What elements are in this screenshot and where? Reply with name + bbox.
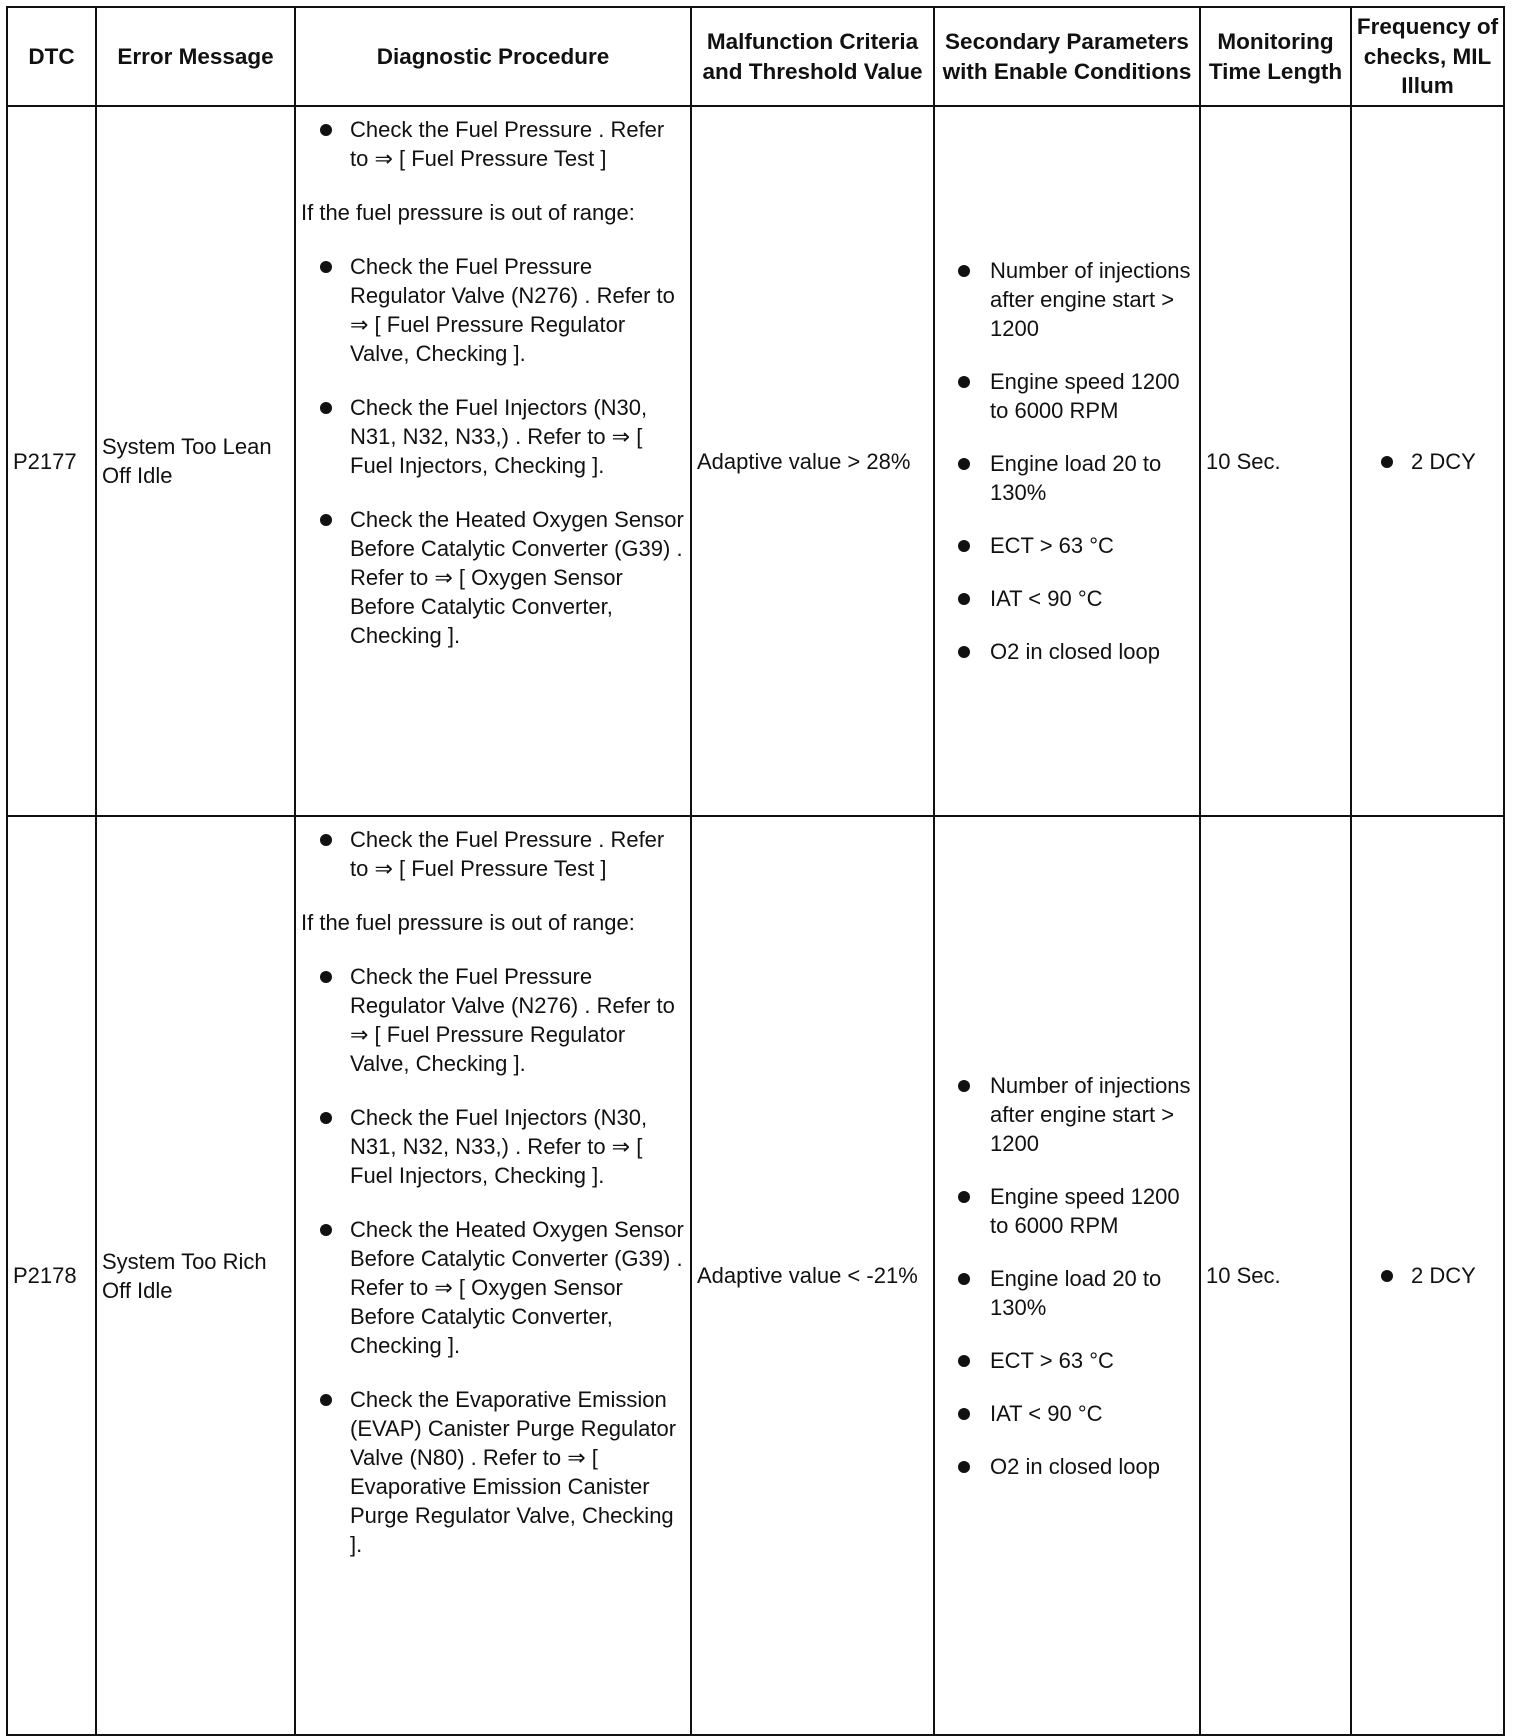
procedure-step bbox=[301, 1385, 684, 1559]
header-error-message: Error Message bbox=[96, 7, 295, 106]
frequency-text: 2 DCY bbox=[1411, 1263, 1476, 1288]
header-secondary-parameters: Secondary Parameters with Enable Conditions bbox=[934, 7, 1200, 106]
header-malfunction-criteria: Malfunction Criteria and Threshold Value bbox=[691, 7, 934, 106]
parameter-text: O2 in closed loop bbox=[990, 1453, 1160, 1479]
bullet-icon bbox=[958, 1191, 970, 1203]
procedure-step bbox=[301, 1215, 684, 1360]
error-message: System Too Lean Off Idle bbox=[96, 106, 295, 816]
monitoring-time: 10 Sec. bbox=[1200, 106, 1351, 816]
dtc-table bbox=[6, 6, 1505, 1736]
parameter-text: IAT < 90 °C bbox=[990, 586, 1103, 611]
bullet-icon bbox=[958, 1408, 970, 1420]
bullet-icon bbox=[320, 402, 332, 414]
procedure-step bbox=[301, 962, 684, 1078]
procedure-step-text: Check the Fuel Injectors (N30, N31, N32, N33,) . Refer to ⇒ [ Fuel Injectors, Checking ]. bbox=[350, 1105, 648, 1188]
procedure-step bbox=[301, 252, 684, 368]
bullet-icon bbox=[958, 265, 970, 277]
header-row bbox=[7, 7, 1504, 106]
parameter-item bbox=[940, 256, 1195, 343]
parameter-item bbox=[940, 1071, 1195, 1158]
frequency-list bbox=[1357, 1261, 1499, 1290]
table-row bbox=[7, 816, 1504, 1735]
dtc-code: P2178 bbox=[7, 816, 96, 1735]
bullet-icon bbox=[320, 261, 332, 273]
frequency-text: 2 DCY bbox=[1411, 448, 1476, 474]
procedure-step-text: Check the Heated Oxygen Sensor Before Catalytic Converter (G39) . Refer to ⇒ [ Oxygen Sensor Before Catalytic Converter, Checking ]. bbox=[350, 1217, 684, 1358]
frequency-item bbox=[1357, 447, 1499, 476]
bullet-icon bbox=[320, 124, 332, 136]
parameter-item bbox=[940, 1182, 1195, 1240]
header-dtc: DTC bbox=[7, 7, 96, 106]
bullet-icon bbox=[958, 1080, 970, 1092]
parameter-text: Number of injections after engine start > 1200 bbox=[990, 258, 1191, 341]
procedure-step bbox=[301, 393, 684, 480]
monitoring-time: 10 Sec. bbox=[1200, 816, 1351, 1735]
header-frequency: Frequency of checks, MIL Illum bbox=[1351, 7, 1504, 106]
bullet-icon bbox=[320, 1112, 332, 1124]
procedure-step-text: Check the Fuel Pressure . Refer to ⇒ [ Fuel Pressure Test ] bbox=[350, 117, 665, 171]
header-monitoring-time: Monitoring Time Length bbox=[1200, 7, 1351, 106]
parameter-text: Engine speed 1200 to 6000 RPM bbox=[990, 1183, 1180, 1238]
parameter-text: ECT > 63 °C bbox=[990, 1347, 1114, 1373]
procedure-step bbox=[301, 1103, 684, 1190]
procedure-steps-list bbox=[301, 252, 684, 650]
parameter-item bbox=[940, 449, 1195, 507]
bullet-icon bbox=[958, 593, 970, 605]
procedure-step-text: Check the Fuel Pressure Regulator Valve (N276) . Refer to ⇒ [ Fuel Pressure Regulator Valve, Checking ]. bbox=[350, 254, 675, 366]
parameter-text: O2 in closed loop bbox=[990, 639, 1160, 664]
procedure-step-text: Check the Fuel Pressure Regulator Valve (N276) . Refer to ⇒ [ Fuel Pressure Regulator Valve, Checking ]. bbox=[350, 964, 675, 1076]
header-diagnostic-procedure: Diagnostic Procedure bbox=[295, 7, 691, 106]
procedure-step bbox=[301, 115, 684, 173]
procedure-step-text: Check the Fuel Injectors (N30, N31, N32, N33,) . Refer to ⇒ [ Fuel Injectors, Checking ]. bbox=[350, 395, 648, 478]
bullet-icon bbox=[1381, 456, 1393, 468]
diagnostic-procedure bbox=[295, 816, 691, 1735]
bullet-icon bbox=[958, 540, 970, 552]
frequency-list bbox=[1357, 447, 1499, 476]
bullet-icon bbox=[320, 971, 332, 983]
procedure-step-text: Check the Heated Oxygen Sensor Before Catalytic Converter (G39) . Refer to ⇒ [ Oxygen Sensor Before Catalytic Converter, Checking ]. bbox=[350, 507, 684, 648]
procedure-step-text: Check the Fuel Pressure . Refer to ⇒ [ Fuel Pressure Test ] bbox=[350, 827, 665, 881]
bullet-icon bbox=[1381, 1270, 1393, 1282]
parameter-item bbox=[940, 367, 1195, 425]
bullet-icon bbox=[320, 514, 332, 526]
procedure-step bbox=[301, 825, 684, 883]
parameter-item bbox=[940, 531, 1195, 560]
bullet-icon bbox=[320, 834, 332, 846]
frequency bbox=[1351, 816, 1504, 1735]
parameter-item bbox=[940, 637, 1195, 666]
parameter-item bbox=[940, 1399, 1195, 1428]
table-row bbox=[7, 106, 1504, 816]
parameter-text: Engine load 20 to 130% bbox=[990, 1265, 1162, 1320]
error-message: System Too Rich Off Idle bbox=[96, 816, 295, 1735]
bullet-icon bbox=[958, 1273, 970, 1285]
bullet-icon bbox=[320, 1394, 332, 1406]
malfunction-criteria: Adaptive value > 28% bbox=[691, 106, 934, 816]
parameter-text: Engine speed 1200 to 6000 RPM bbox=[990, 369, 1180, 423]
parameter-item bbox=[940, 1264, 1195, 1322]
procedure-note: If the fuel pressure is out of range: bbox=[301, 910, 635, 935]
bullet-icon bbox=[320, 1224, 332, 1236]
bullet-icon bbox=[958, 646, 970, 658]
bullet-icon bbox=[958, 458, 970, 470]
secondary-parameters bbox=[934, 106, 1200, 816]
bullet-icon bbox=[958, 1355, 970, 1367]
diagnostic-procedure bbox=[295, 106, 691, 816]
malfunction-criteria: Adaptive value < -21% bbox=[691, 816, 934, 1735]
procedure-note: If the fuel pressure is out of range: bbox=[301, 200, 635, 225]
bullet-icon bbox=[958, 376, 970, 388]
procedure-first-list bbox=[301, 825, 684, 883]
frequency bbox=[1351, 106, 1504, 816]
secondary-parameters bbox=[934, 816, 1200, 1735]
procedure-steps-list bbox=[301, 962, 684, 1559]
parameter-text: Engine load 20 to 130% bbox=[990, 451, 1162, 505]
parameters-list bbox=[940, 1071, 1195, 1481]
parameter-text: ECT > 63 °C bbox=[990, 533, 1114, 558]
parameter-item bbox=[940, 1346, 1195, 1375]
frequency-item bbox=[1357, 1261, 1499, 1290]
bullet-icon bbox=[958, 1461, 970, 1473]
parameters-list bbox=[940, 256, 1195, 666]
procedure-step bbox=[301, 505, 684, 650]
procedure-first-list bbox=[301, 115, 684, 173]
parameter-text: Number of injections after engine start > 1200 bbox=[990, 1072, 1191, 1156]
procedure-step-text: Check the Evaporative Emission (EVAP) Canister Purge Regulator Valve (N80) . Refer to ⇒ [ Evaporative Emission Canister Purge Regulator Valve, Checking ]. bbox=[350, 1387, 677, 1557]
parameter-item bbox=[940, 1452, 1195, 1481]
dtc-code: P2177 bbox=[7, 106, 96, 816]
table-header bbox=[7, 7, 1504, 106]
parameter-text: IAT < 90 °C bbox=[990, 1400, 1103, 1426]
parameter-item bbox=[940, 584, 1195, 613]
